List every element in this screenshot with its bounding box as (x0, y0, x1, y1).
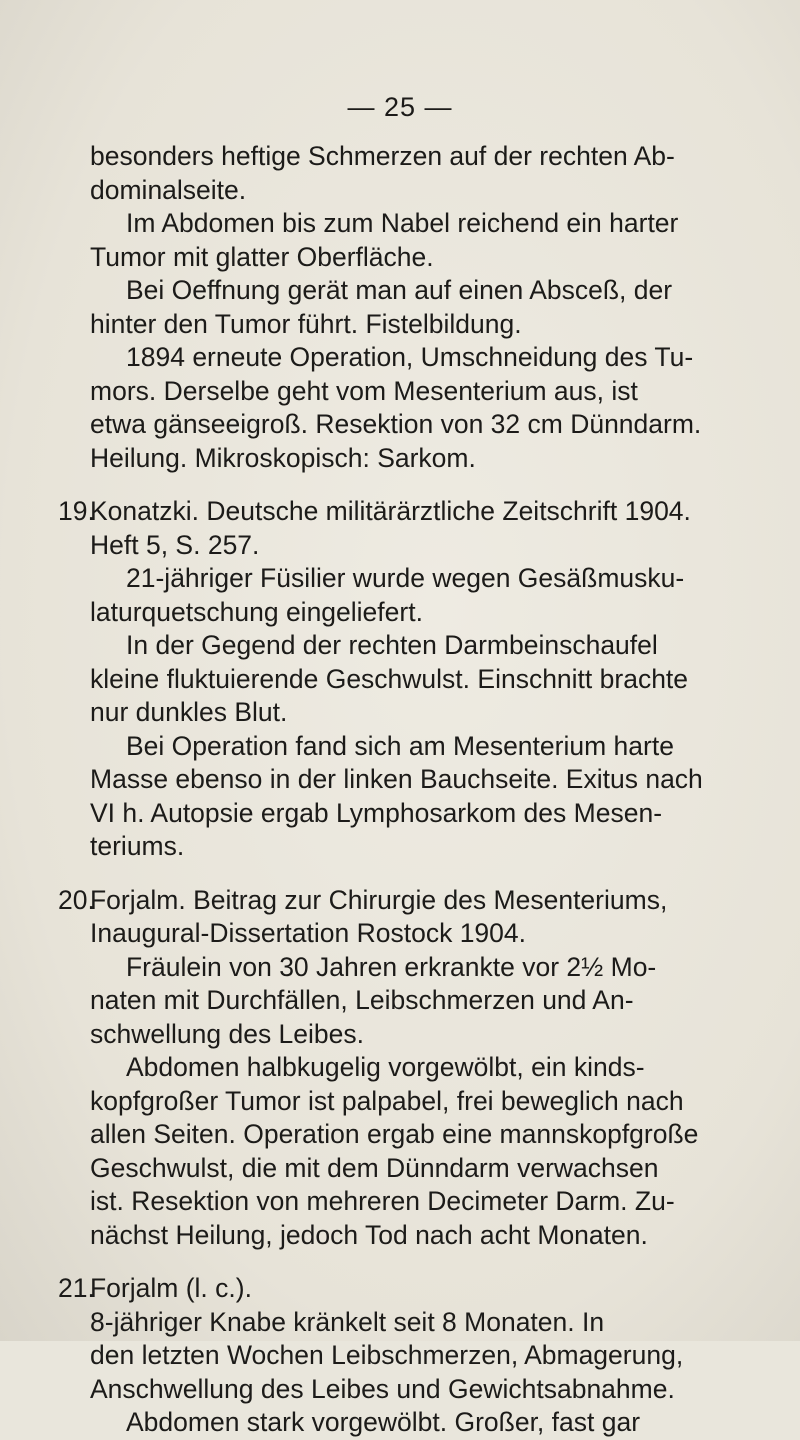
text-line: Bei Oeffnung gerät man auf einen Absceß, der (126, 275, 673, 305)
intro-block (58, 140, 768, 475)
text-line: Im Abdomen bis zum Nabel reichend ein harter (126, 208, 679, 238)
text-line: hinter den Tumor führt. Fistelbildung. (90, 308, 522, 339)
text-line: 8-jähriger Knabe kränkelt seit 8 Monaten. In (90, 1306, 605, 1337)
case-entry-20 (58, 884, 768, 1253)
entry-number: 19. (58, 496, 95, 526)
text-line: schwellung des Leibes. (90, 1018, 365, 1049)
text-line: Abdomen halbkugelig vorgewölbt, ein kinds- (126, 1052, 645, 1082)
entry-citation: Forjalm. Beitrag zur Chirurgie des Mesenteriums, (90, 884, 668, 915)
case-entry-19 (58, 495, 768, 864)
text-line: besonders heftige Schmerzen auf der rechten Ab- (90, 141, 675, 171)
text-line: mors. Derselbe geht vom Mesenterium aus, ist (90, 375, 638, 406)
text-line: Abdomen stark vorgewölbt. Großer, fast gar (126, 1407, 641, 1437)
text-line: ist. Resektion von mehreren Decimeter Darm. Zu- (90, 1186, 675, 1216)
text-line: Masse ebenso in der linken Bauchseite. Exitus nach (90, 764, 703, 794)
text-line: Inaugural-Dissertation Rostock 1904. (90, 918, 527, 948)
text-line: laturquetschung eingeliefert. (90, 596, 423, 627)
entry-citation: Konatzki. Deutsche militärärztliche Zeitschrift 1904. (90, 496, 691, 526)
text-line: nur dunkles Blut. (90, 697, 288, 727)
entry-number: 20. (58, 884, 95, 915)
text-line: In der Gegend der rechten Darmbeinschaufel (126, 630, 658, 660)
text-line: dominalseite. (90, 174, 247, 205)
text-line: naten mit Durchfällen, Leibschmerzen und An- (90, 985, 634, 1015)
text-line: teriums. (90, 831, 185, 861)
text-line: 21-jähriger Füsilier wurde wegen Gesäßmusku- (126, 563, 685, 593)
case-entry-21 (58, 1272, 768, 1440)
text-line: Bei Operation fand sich am Mesenterium harte (126, 730, 674, 761)
text-line: Anschwellung des Leibes und Gewichtsabnahme. (90, 1373, 675, 1404)
text-line: kleine fluktuierende Geschwulst. Einschnitt brachte (90, 663, 689, 694)
text-line: Heft 5, S. 257. (90, 529, 260, 560)
text-line: Tumor mit glatter Oberfläche. (90, 241, 434, 272)
text-line: nächst Heilung, jedoch Tod nach acht Monaten. (90, 1219, 648, 1250)
text-line: etwa gänseeigroß. Resektion von 32 cm Dünndarm. (90, 409, 702, 439)
entry-citation: Forjalm (l. c.). (90, 1273, 252, 1303)
page-number: — 25 — (347, 92, 453, 122)
text-line: Heilung. Mikroskopisch: Sarkom. (90, 442, 476, 473)
text-line: Geschwulst, die mit dem Dünndarm verwachsen (90, 1152, 659, 1183)
page-text (58, 140, 768, 1440)
text-line: 1894 erneute Operation, Umschneidung des Tu- (126, 342, 694, 372)
text-line: allen Seiten. Operation ergab eine mannskopfgroße (90, 1119, 699, 1149)
text-line: den letzten Wochen Leibschmerzen, Abmagerung, (90, 1340, 684, 1370)
entry-number: 21. (58, 1273, 95, 1303)
text-line: kopfgroßer Tumor ist palpabel, frei beweglich nach (90, 1085, 684, 1116)
text-line: VI h. Autopsie ergab Lymphosarkom des Mesen- (90, 797, 663, 828)
text-line: Fräulein von 30 Jahren erkrankte vor 2½ Mo- (126, 951, 657, 982)
